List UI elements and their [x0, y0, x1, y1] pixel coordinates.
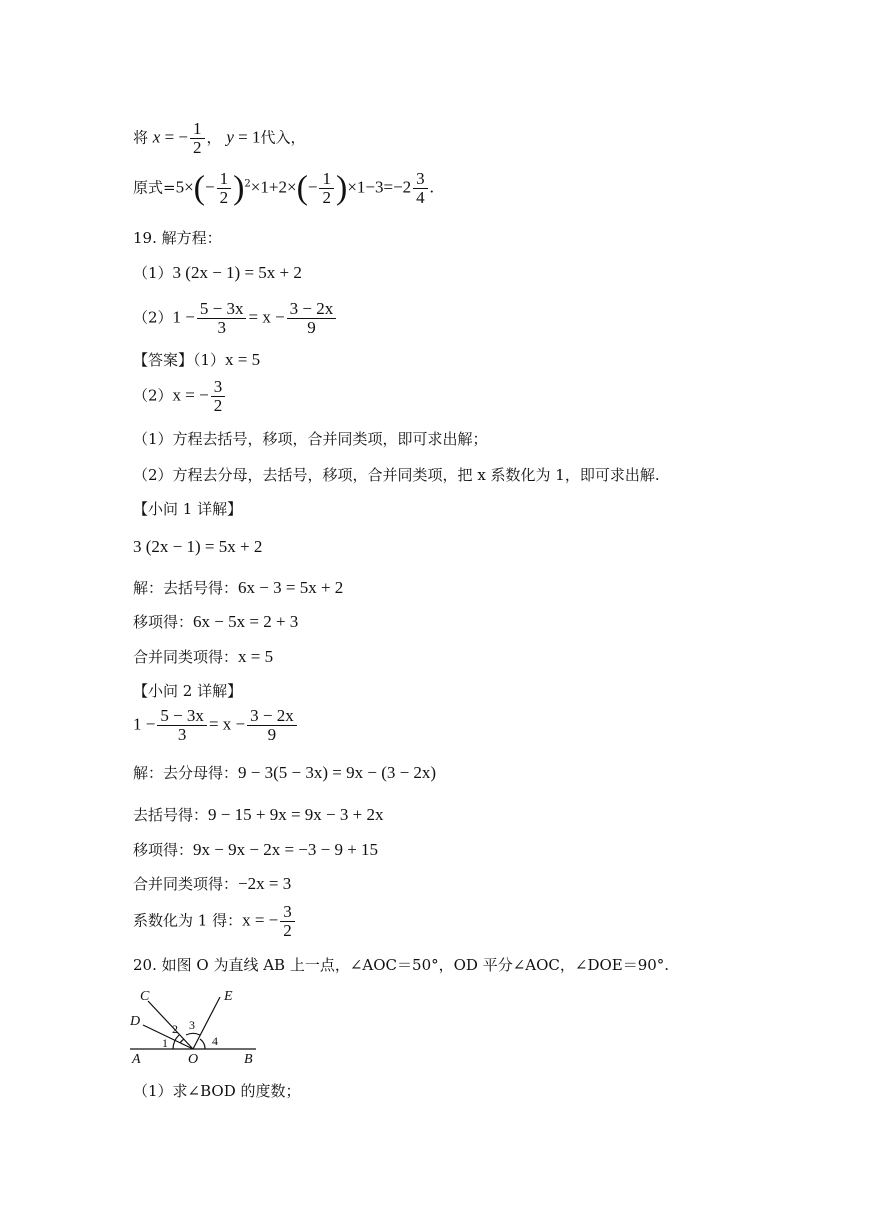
label-e: E [224, 989, 233, 1004]
label-c: C [140, 989, 150, 1004]
sub2-step2: 去括号得：9 − 15 + 9x = 9x − 3 + 2x [133, 805, 384, 824]
answer-line-1: 【答案】（1）x = 5 [133, 350, 261, 369]
label-b: B [244, 1052, 253, 1065]
q19-part2: （2）1 − $\frac{5 - 3x}{3}$ = x − $\frac{3 - 2x}{9}$ [133, 300, 338, 337]
angle-3-label: 3 [189, 1018, 195, 1032]
angle-4-label: 4 [212, 1034, 218, 1048]
original-expression-line: 原式=5×(− $\frac{1}{2}$ )$^2$×1+2×(− $\frac{1}{2}$ )×1−3=−2 $\frac{3}{4}$ . [133, 169, 434, 207]
label-a: A [132, 1052, 141, 1065]
angle-1-label: 1 [162, 1036, 168, 1050]
q20-title: 20. 如图 O 为直线 AB 上一点，∠AOC＝50°，OD 平分∠AOC，∠DOE＝90°. [133, 956, 670, 974]
sub2-step4: 合并同类项得：−2x = 3 [133, 874, 292, 893]
answer-line-2: （2）x = − $\frac{3}{2}$ [133, 378, 227, 415]
label-d: D [130, 1014, 141, 1029]
substitution-line: 将 x = − $\frac{1}{2}$ ， y = 1代入， [133, 119, 306, 157]
sub1-step2: 移项得：6x − 5x = 2 + 3 [133, 612, 299, 631]
q19-title: 19. 解方程： [133, 229, 222, 247]
sub2-step5: 系数化为 1 得：x = − $\frac{3}{2}$ [133, 903, 297, 940]
sub2-step1: 解：去分母得：9 − 3(5 − 3x) = 9x − (3 − 2x) [133, 763, 437, 782]
sub2-step3: 移项得：9x − 9x − 2x = −3 − 9 + 15 [133, 840, 379, 859]
angle-figure [128, 985, 268, 1065]
sub2-heading: 【小问 2 详解】 [133, 682, 243, 700]
label-o: O [188, 1052, 199, 1065]
angle-2-label: 2 [172, 1022, 178, 1036]
sub1-step3: 合并同类项得：x = 5 [133, 647, 274, 666]
sub2-equation: 1 − $\frac{5 - 3x}{3}$ = x − $\frac{3 - 2x}{9}$ [133, 707, 299, 744]
sub1-step1: 解：去括号得：6x − 3 = 5x + 2 [133, 578, 344, 597]
analysis-1: （1）方程去括号，移项，合并同类项，即可求出解； [133, 430, 488, 448]
sub1-heading: 【小问 1 详解】 [133, 500, 243, 518]
analysis-2: （2）方程去分母，去括号，移项，合并同类项，把 x 系数化为 1，即可求出解. [133, 466, 660, 484]
q20-subquestion-1: （1）求∠BOD 的度数； [133, 1082, 301, 1100]
sub1-equation: 3 (2x − 1) = 5x + 2 [133, 537, 263, 556]
q19-part1: （1）3 (2x − 1) = 5x + 2 [133, 263, 302, 282]
